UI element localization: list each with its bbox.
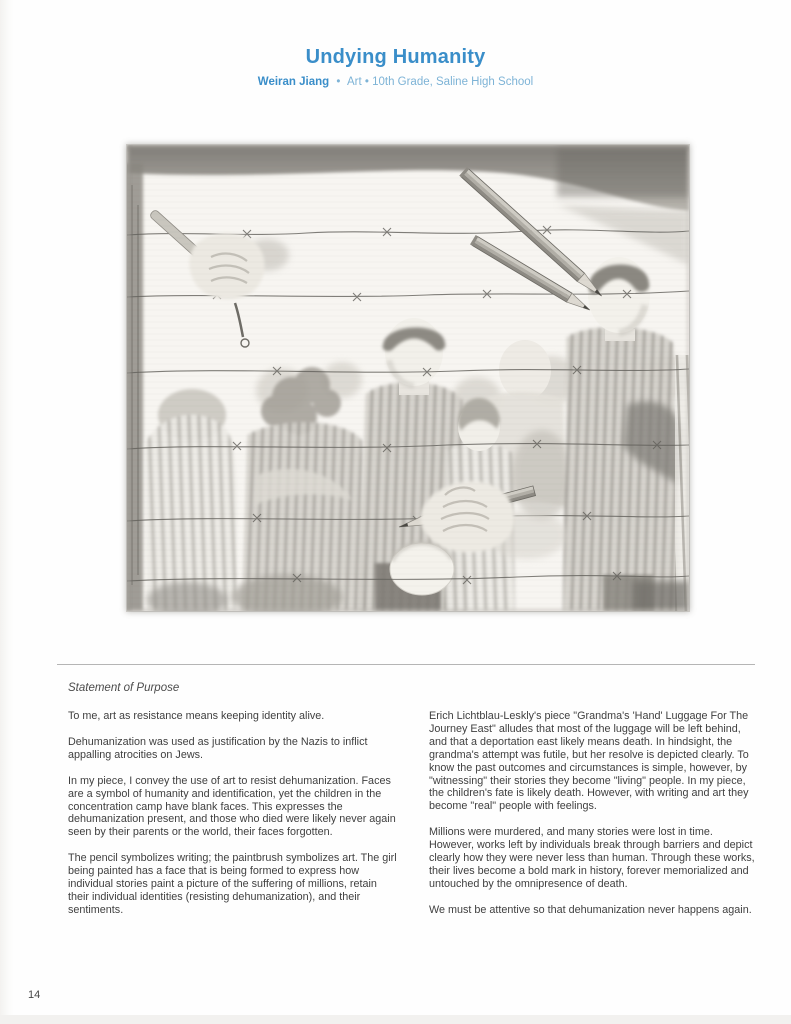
- page-title: Undying Humanity: [305, 46, 486, 68]
- page-number: 14: [28, 989, 41, 1001]
- byline: [0, 76, 791, 88]
- statement-columns: [68, 710, 760, 930]
- paragraph: The pencil symbolizes writing; the paintbrush symbolizes art. The girl being painted has a face that is being formed to express how individual stories paint a picture of the suffering of millions, retain their individual identities (resisting dehumanization), and their sentiments.: [68, 852, 397, 916]
- paragraph: Millions were murdered, and many stories were lost in time. However, works left by individuals break through barriers and depict clearly how they were never less than human. Through these works, their lives become a bold mark in history, forever memorialized and untouched by the omnipresence of death.: [429, 826, 755, 890]
- paragraph: To me, art as resistance means keeping identity alive.: [68, 710, 325, 722]
- statement-heading: Statement of Purpose: [68, 682, 180, 694]
- paragraph: Erich Lichtblau-Leskly's piece "Grandma's 'Hand' Luggage For The Journey East" alludes that most of the luggage will be left behind, and that a deportation east likely means death. In hindsight, the grandma's attempt was futile, but her resolve is depicted clearly. To know the past outcomes and circumstances is simple, however, by "witnessing" their stories they become "living" people. In my piece, the children's fate is likely death. However, with writing and art they become "real" people with feelings.: [429, 710, 749, 813]
- artwork-drawing: [127, 145, 689, 611]
- statement-left-column: [68, 710, 399, 930]
- scan-edge-left: [0, 0, 14, 1024]
- paragraph: In my piece, I convey the use of art to resist dehumanization. Faces are a symbol of humanity and identification, yet the children in the concentration camp have blank faces. This expresses the dehumanization present, and those who died were likely never again seen by their parents or the world, their faces forgotten.: [68, 774, 396, 839]
- byline-details: Art • 10th Grade, Saline High School: [346, 76, 534, 88]
- paper-texture: [127, 145, 689, 611]
- paragraph: We must be attentive so that dehumanization never happens again.: [429, 903, 752, 916]
- byline-separator: •: [336, 76, 341, 88]
- scan-edge-bottom: [0, 1015, 791, 1024]
- byline-author: Weiran Jiang: [257, 76, 330, 88]
- section-divider: [57, 664, 755, 665]
- paragraph: Dehumanization was used as justification by the Nazis to inflict appalling atrocities on Jews.: [68, 735, 368, 761]
- statement-right-column: [429, 710, 760, 930]
